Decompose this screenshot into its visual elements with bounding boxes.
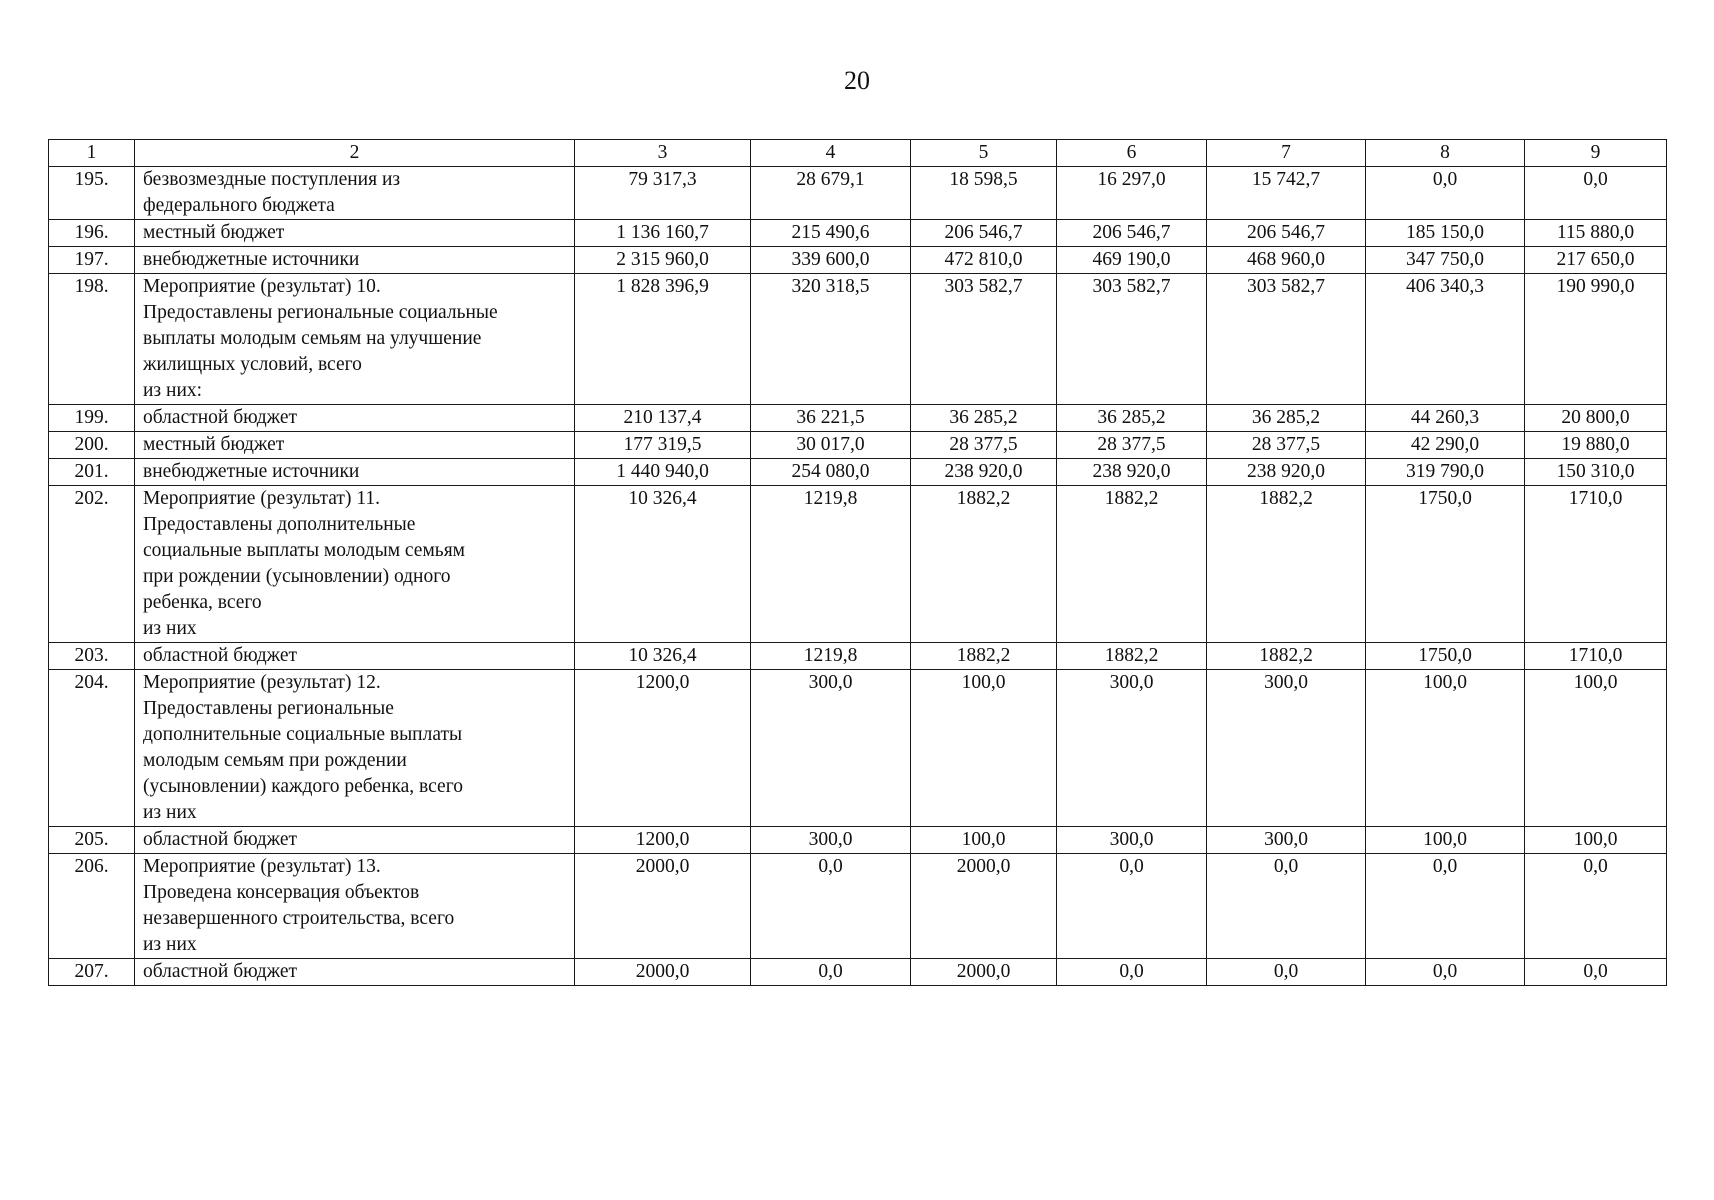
- value-cell: 0,0: [1057, 959, 1207, 986]
- value-cell: 300,0: [1207, 670, 1366, 827]
- table-row: [49, 827, 1667, 854]
- value-cell: 100,0: [1525, 670, 1667, 827]
- header-cell: 7: [1207, 140, 1366, 167]
- value-cell: 206 546,7: [911, 220, 1057, 247]
- value-cell: 472 810,0: [911, 247, 1057, 274]
- value-cell: 2000,0: [911, 854, 1057, 959]
- row-description: Мероприятие (результат) 13. Проведена консервация объектов незавершенного строительства, всего из них: [135, 854, 575, 959]
- value-cell: 0,0: [1207, 959, 1366, 986]
- value-cell: 10 326,4: [575, 486, 751, 643]
- value-cell: 44 260,3: [1366, 405, 1525, 432]
- value-cell: 100,0: [1366, 827, 1525, 854]
- value-cell: 300,0: [751, 670, 911, 827]
- value-cell: 254 080,0: [751, 459, 911, 486]
- row-description: внебюджетные источники: [135, 247, 575, 274]
- row-description: местный бюджет: [135, 220, 575, 247]
- value-cell: 206 546,7: [1207, 220, 1366, 247]
- value-cell: 0,0: [1525, 167, 1667, 220]
- value-cell: 1219,8: [751, 643, 911, 670]
- value-cell: 1882,2: [1057, 643, 1207, 670]
- value-cell: 36 221,5: [751, 405, 911, 432]
- value-cell: 20 800,0: [1525, 405, 1667, 432]
- value-cell: 1 440 940,0: [575, 459, 751, 486]
- value-cell: 238 920,0: [1057, 459, 1207, 486]
- table-row: [49, 959, 1667, 986]
- value-cell: 18 598,5: [911, 167, 1057, 220]
- row-description: Мероприятие (результат) 11. Предоставлены дополнительные социальные выплаты молодым семьям при рождении (усыновлении) одного ребенка, всего из них: [135, 486, 575, 643]
- value-cell: 10 326,4: [575, 643, 751, 670]
- table-row: [49, 432, 1667, 459]
- header-cell: 9: [1525, 140, 1667, 167]
- value-cell: 2000,0: [575, 854, 751, 959]
- row-number: 201.: [49, 459, 135, 486]
- value-cell: 115 880,0: [1525, 220, 1667, 247]
- value-cell: 1882,2: [1057, 486, 1207, 643]
- value-cell: 1882,2: [911, 486, 1057, 643]
- value-cell: 36 285,2: [1057, 405, 1207, 432]
- value-cell: 319 790,0: [1366, 459, 1525, 486]
- value-cell: 210 137,4: [575, 405, 751, 432]
- table-row: [49, 274, 1667, 405]
- value-cell: 1750,0: [1366, 643, 1525, 670]
- value-cell: 320 318,5: [751, 274, 911, 405]
- value-cell: 36 285,2: [1207, 405, 1366, 432]
- value-cell: 150 310,0: [1525, 459, 1667, 486]
- value-cell: 2 315 960,0: [575, 247, 751, 274]
- value-cell: 1710,0: [1525, 486, 1667, 643]
- row-description: областной бюджет: [135, 827, 575, 854]
- value-cell: 215 490,6: [751, 220, 911, 247]
- row-number: 205.: [49, 827, 135, 854]
- value-cell: 2000,0: [911, 959, 1057, 986]
- row-number: 196.: [49, 220, 135, 247]
- value-cell: 1219,8: [751, 486, 911, 643]
- header-cell: 6: [1057, 140, 1207, 167]
- page-number: 20: [844, 66, 870, 95]
- value-cell: 217 650,0: [1525, 247, 1667, 274]
- row-number: 199.: [49, 405, 135, 432]
- value-cell: 28 377,5: [1057, 432, 1207, 459]
- value-cell: 469 190,0: [1057, 247, 1207, 274]
- table-row: [49, 643, 1667, 670]
- value-cell: 300,0: [1057, 670, 1207, 827]
- row-description: местный бюджет: [135, 432, 575, 459]
- value-cell: 190 990,0: [1525, 274, 1667, 405]
- value-cell: 300,0: [1207, 827, 1366, 854]
- value-cell: 28 377,5: [911, 432, 1057, 459]
- value-cell: 30 017,0: [751, 432, 911, 459]
- budget-table: [48, 139, 1667, 986]
- value-cell: 0,0: [1366, 167, 1525, 220]
- value-cell: 15 742,7: [1207, 167, 1366, 220]
- header-row: [49, 140, 1667, 167]
- value-cell: 300,0: [1057, 827, 1207, 854]
- value-cell: 1 136 160,7: [575, 220, 751, 247]
- table-header: [49, 140, 1667, 167]
- row-number: 206.: [49, 854, 135, 959]
- value-cell: 0,0: [1366, 854, 1525, 959]
- value-cell: 238 920,0: [911, 459, 1057, 486]
- value-cell: 0,0: [1525, 854, 1667, 959]
- value-cell: 1882,2: [911, 643, 1057, 670]
- row-number: 198.: [49, 274, 135, 405]
- header-cell: 5: [911, 140, 1057, 167]
- value-cell: 16 297,0: [1057, 167, 1207, 220]
- value-cell: 0,0: [1525, 959, 1667, 986]
- value-cell: 1200,0: [575, 827, 751, 854]
- value-cell: 303 582,7: [911, 274, 1057, 405]
- value-cell: 1200,0: [575, 670, 751, 827]
- value-cell: 339 600,0: [751, 247, 911, 274]
- table-row: [49, 854, 1667, 959]
- value-cell: 468 960,0: [1207, 247, 1366, 274]
- row-number: 204.: [49, 670, 135, 827]
- row-description: Мероприятие (результат) 12. Предоставлены региональные дополнительные социальные выплаты молодым семьям при рождении (усыновлении) каждого ребенка, всего из них: [135, 670, 575, 827]
- value-cell: 0,0: [751, 854, 911, 959]
- value-cell: 2000,0: [575, 959, 751, 986]
- value-cell: 347 750,0: [1366, 247, 1525, 274]
- header-cell: 4: [751, 140, 911, 167]
- value-cell: 1750,0: [1366, 486, 1525, 643]
- table-row: [49, 405, 1667, 432]
- row-description: внебюджетные источники: [135, 459, 575, 486]
- row-description: областной бюджет: [135, 643, 575, 670]
- row-description: областной бюджет: [135, 959, 575, 986]
- value-cell: 0,0: [1057, 854, 1207, 959]
- table-row: [49, 486, 1667, 643]
- row-number: 195.: [49, 167, 135, 220]
- row-number: 202.: [49, 486, 135, 643]
- value-cell: 1710,0: [1525, 643, 1667, 670]
- value-cell: 185 150,0: [1366, 220, 1525, 247]
- value-cell: 100,0: [1525, 827, 1667, 854]
- value-cell: 177 319,5: [575, 432, 751, 459]
- table-row: [49, 167, 1667, 220]
- value-cell: 0,0: [751, 959, 911, 986]
- value-cell: 1882,2: [1207, 486, 1366, 643]
- value-cell: 303 582,7: [1207, 274, 1366, 405]
- value-cell: 100,0: [1366, 670, 1525, 827]
- header-cell: 1: [49, 140, 135, 167]
- table-body: [49, 167, 1667, 986]
- row-number: 200.: [49, 432, 135, 459]
- row-number: 203.: [49, 643, 135, 670]
- table-row: [49, 247, 1667, 274]
- value-cell: 19 880,0: [1525, 432, 1667, 459]
- value-cell: 0,0: [1366, 959, 1525, 986]
- value-cell: 42 290,0: [1366, 432, 1525, 459]
- row-description: областной бюджет: [135, 405, 575, 432]
- value-cell: 28 377,5: [1207, 432, 1366, 459]
- value-cell: 100,0: [911, 670, 1057, 827]
- value-cell: 28 679,1: [751, 167, 911, 220]
- table-row: [49, 220, 1667, 247]
- value-cell: 100,0: [911, 827, 1057, 854]
- row-number: 207.: [49, 959, 135, 986]
- row-number: 197.: [49, 247, 135, 274]
- value-cell: 1 828 396,9: [575, 274, 751, 405]
- header-cell: 2: [135, 140, 575, 167]
- header-cell: 8: [1366, 140, 1525, 167]
- value-cell: 300,0: [751, 827, 911, 854]
- row-description: безвозмездные поступления из федерального бюджета: [135, 167, 575, 220]
- value-cell: 206 546,7: [1057, 220, 1207, 247]
- value-cell: 36 285,2: [911, 405, 1057, 432]
- value-cell: 0,0: [1207, 854, 1366, 959]
- value-cell: 1882,2: [1207, 643, 1366, 670]
- value-cell: 79 317,3: [575, 167, 751, 220]
- header-cell: 3: [575, 140, 751, 167]
- table-row: [49, 670, 1667, 827]
- value-cell: 303 582,7: [1057, 274, 1207, 405]
- value-cell: 238 920,0: [1207, 459, 1366, 486]
- row-description: Мероприятие (результат) 10. Предоставлены региональные социальные выплаты молодым семьям на улучшение жилищных условий, всего из них:: [135, 274, 575, 405]
- value-cell: 406 340,3: [1366, 274, 1525, 405]
- table-row: [49, 459, 1667, 486]
